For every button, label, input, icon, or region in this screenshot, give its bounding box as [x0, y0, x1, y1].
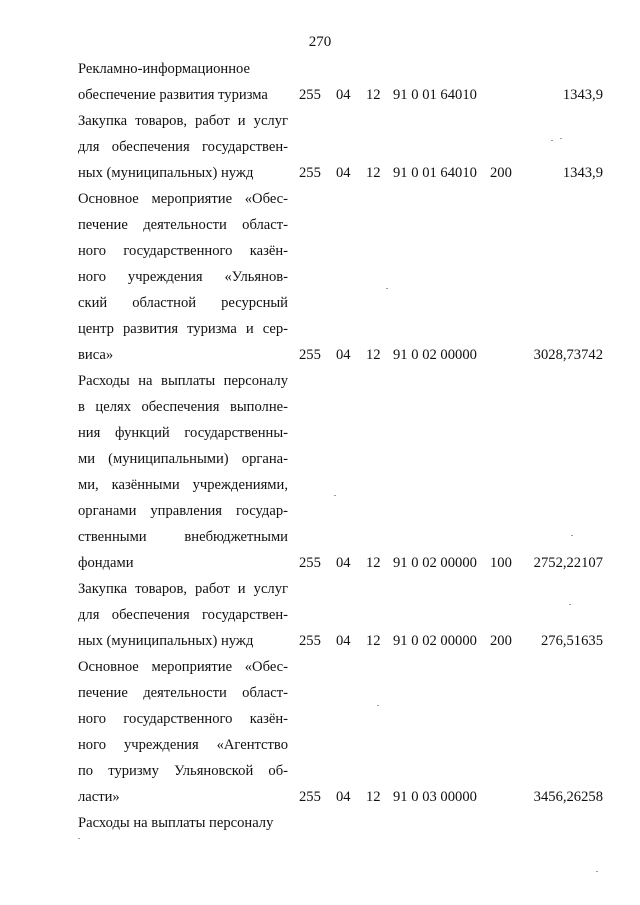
name-line: фондами — [78, 555, 134, 571]
name-line: ного государственного казён- — [78, 243, 288, 259]
name-line: в целях обеспечения выполне- — [78, 399, 288, 415]
scan-speck — [569, 604, 571, 605]
grbs-code: 255 — [299, 347, 321, 363]
razdel-code: 04 — [336, 555, 351, 571]
table-row — [0, 657, 640, 813]
name-line: Закупка товаров, работ и услуг — [78, 113, 288, 129]
sum-value: 2752,22107 — [533, 555, 603, 571]
scan-speck — [571, 535, 573, 536]
name-line: ных (муниципальных) нужд — [78, 165, 254, 181]
grbs-code: 255 — [299, 87, 321, 103]
name-line: ми, казёнными учреждениями, — [78, 477, 288, 493]
razdel-code: 04 — [336, 87, 351, 103]
page-number: 270 — [308, 34, 332, 50]
name-line: центр развития туризма и сер- — [78, 321, 288, 337]
row-codes — [0, 345, 640, 365]
csr-code: 91 0 03 00000 — [393, 789, 477, 805]
razdel-code: 04 — [336, 789, 351, 805]
podrazdel-code: 12 — [366, 789, 381, 805]
name-line: ский областной ресурсный — [78, 295, 288, 311]
name-line: по туризму Ульяновской об- — [78, 763, 288, 779]
row-name — [78, 813, 288, 839]
row-codes — [0, 787, 640, 807]
name-line: органами управления государ- — [78, 503, 288, 519]
name-line: Основное мероприятие «Обес- — [78, 191, 288, 207]
scan-speck — [386, 288, 388, 289]
table-row — [0, 813, 640, 839]
name-line: Расходы на выплаты персоналу — [78, 815, 274, 831]
row-codes — [0, 163, 640, 183]
table-row — [0, 59, 640, 111]
name-line: для обеспечения государствен- — [78, 607, 288, 623]
name-line: обеспечение развития туризма — [78, 87, 268, 103]
vr-code: 100 — [490, 555, 512, 571]
row-name — [78, 189, 288, 371]
podrazdel-code: 12 — [366, 555, 381, 571]
sum-value: 3028,73742 — [533, 347, 603, 363]
sum-value: 3456,26258 — [533, 789, 603, 805]
scan-speck — [377, 705, 379, 706]
row-codes — [0, 631, 640, 651]
grbs-code: 255 — [299, 165, 321, 181]
grbs-code: 255 — [299, 555, 321, 571]
name-line: Основное мероприятие «Обес- — [78, 659, 288, 675]
csr-code: 91 0 02 00000 — [393, 347, 477, 363]
razdel-code: 04 — [336, 347, 351, 363]
row-codes — [0, 553, 640, 573]
table-row — [0, 189, 640, 371]
csr-code: 91 0 01 64010 — [393, 165, 477, 181]
podrazdel-code: 12 — [366, 633, 381, 649]
vr-code: 200 — [490, 165, 512, 181]
razdel-code: 04 — [336, 633, 351, 649]
name-line: печение деятельности област- — [78, 685, 288, 701]
podrazdel-code: 12 — [366, 347, 381, 363]
scan-speck — [596, 871, 598, 872]
name-line: для обеспечения государствен- — [78, 139, 288, 155]
table-row — [0, 371, 640, 579]
name-line: ственными внебюджетными — [78, 529, 288, 545]
name-line: Расходы на выплаты персоналу — [78, 373, 288, 389]
razdel-code: 04 — [336, 165, 351, 181]
scan-speck — [334, 495, 336, 496]
budget-table — [0, 59, 640, 839]
scan-speck — [551, 140, 553, 141]
podrazdel-code: 12 — [366, 165, 381, 181]
row-name — [78, 371, 288, 579]
name-line: ного государственного казён- — [78, 711, 288, 727]
grbs-code: 255 — [299, 789, 321, 805]
table-row — [0, 111, 640, 189]
name-line: ного учреждения «Агентство — [78, 737, 288, 753]
csr-code: 91 0 01 64010 — [393, 87, 477, 103]
name-line: ми (муниципальными) органа- — [78, 451, 288, 467]
grbs-code: 255 — [299, 633, 321, 649]
sum-value: 276,51635 — [540, 633, 603, 649]
sum-value: 1343,9 — [562, 87, 603, 103]
name-line: ных (муниципальных) нужд — [78, 633, 254, 649]
name-line: виса» — [78, 347, 114, 363]
name-line: печение деятельности област- — [78, 217, 288, 233]
csr-code: 91 0 02 00000 — [393, 633, 477, 649]
podrazdel-code: 12 — [366, 87, 381, 103]
scan-speck — [78, 838, 80, 839]
scan-speck — [560, 138, 562, 139]
name-line: ласти» — [78, 789, 120, 805]
name-line: Рекламно-информационное — [78, 61, 251, 77]
name-line: ного учреждения «Ульянов- — [78, 269, 288, 285]
row-codes — [0, 85, 640, 105]
name-line: Закупка товаров, работ и услуг — [78, 581, 288, 597]
sum-value: 1343,9 — [562, 165, 603, 181]
table-row — [0, 579, 640, 657]
name-line: ния функций государственны- — [78, 425, 288, 441]
csr-code: 91 0 02 00000 — [393, 555, 477, 571]
vr-code: 200 — [490, 633, 512, 649]
